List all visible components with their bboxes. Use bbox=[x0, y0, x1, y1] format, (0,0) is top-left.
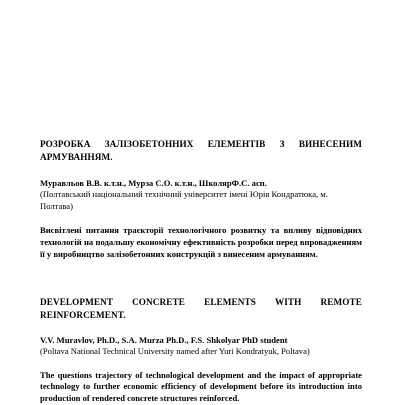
ukrainian-title: РОЗРОБКА ЗАЛІЗОБЕТОННИХ ЕЛЕМЕНТІВ З ВИНЕСЕНИМ АРМУВАННЯМ. bbox=[40, 139, 362, 162]
english-authors: V.V. Muravlov, Ph.D., S.A. Murza Ph.D., F.S. Shkolyar PhD student bbox=[40, 335, 288, 345]
english-title: DEVELOPMENT CONCRETE ELEMENTS WITH REMOTE REINFORCEMENT. bbox=[40, 297, 362, 320]
english-abstract: The questions trajectory of technological development and the impact of appropriate technology to further economic efficiency of development before its introduction into production of rendered concrete structures reinforced. bbox=[40, 369, 362, 404]
ukrainian-abstract: Висвітлені питання траєкторії технологічного розвитку та впливу відповідних технологій на подальшу економічну ефективність розробки перед впровадженням її у виробництво залізобетонних конструкцій з винесеним армуванням. bbox=[40, 225, 362, 259]
ukrainian-authors: Муравльов В.В. к.т.н., Мурза С.О. к.т.н., ШколярФ.С. асп. bbox=[40, 178, 267, 188]
english-affiliation: (Poltava National Technical University named after Yuri Kondratyuk, Poltava) bbox=[40, 346, 310, 356]
ukrainian-section bbox=[40, 138, 362, 260]
ukrainian-affiliation: (Полтавський національний технічний університет імені Юрія Кондратюка, м. Полтава) bbox=[40, 189, 328, 211]
english-section bbox=[40, 296, 362, 405]
